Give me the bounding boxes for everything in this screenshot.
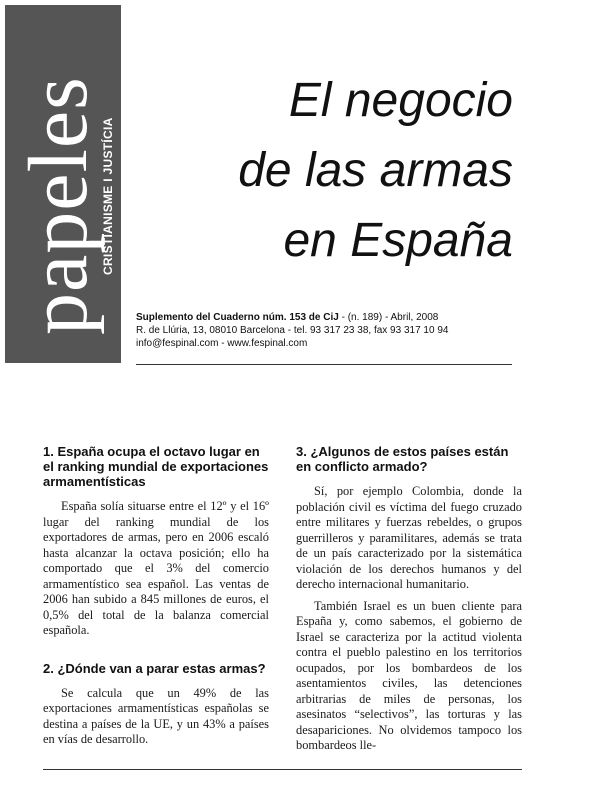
section-3-heading: 3. ¿Algunos de estos países están en conflicto armado?: [296, 444, 509, 474]
supplement-label: Suplemento del Cuaderno núm. 153 de CiJ: [136, 312, 339, 323]
document-title: [238, 66, 513, 276]
title-line-1: El negocio: [288, 74, 513, 127]
section-2-paragraph: Se calcula que un 49% de las exportaciones armamentísticas españolas se destina a países de la UE, y un 43% a países en vías de desarrollo.: [43, 685, 269, 746]
title-line-2: de las armas: [238, 144, 513, 197]
header-divider: [136, 364, 512, 365]
issue-date: - (n. 189) - Abril, 2008: [338, 312, 439, 323]
masthead-panel: [5, 5, 121, 363]
masthead-word: papeles: [12, 76, 105, 335]
masthead-logo: [5, 5, 121, 363]
section-3-paragraph-1: Sí, por ejemplo Colombia, donde la población civil es víctima del fuego cruzado entre militares y fuerzas rebeldes, o grupos guerrilleros y paramilitares, además se trata de un país caracterizado por la sistemática violación de los derechos humanos y del derecho internacional humanitario.: [296, 484, 522, 591]
section-1-heading: 1. España ocupa el octavo lugar en el ranking mundial de exportaciones armamentísticas: [43, 444, 269, 489]
masthead-subtitle: CRISTIANISME I JUSTÍCIA: [101, 117, 115, 275]
footer-divider: [43, 769, 522, 770]
column-left: [43, 444, 269, 748]
title-line-3: en España: [283, 214, 513, 267]
section-2: [43, 661, 269, 748]
pubinfo-line-1: [136, 311, 516, 324]
section-2-heading: 2. ¿Dónde van a parar estas armas?: [43, 660, 266, 676]
publication-info: [136, 311, 516, 350]
section-1-paragraph: España solía situarse entre el 12º y el 16º lugar del ranking mundial de los exportadores de armas, pero en 2006 escaló hasta alcanzar la octava posición; ello ha comportado que el 3% del comercio armamentístico sea español. Las ventas de 2006 han subido a 845 millones de euros, el 0,5% del total de la balanza comercial española.: [43, 499, 269, 637]
column-right: [296, 444, 522, 754]
section-3: [296, 444, 522, 754]
pubinfo-contact: info@fespinal.com - www.fespinal.com: [136, 338, 308, 349]
section-3-paragraph-2: También Israel es un buen cliente para España y, como sabemos, el gobierno de Israel se caracteriza por la actitud violenta contra el pueblo palestino en los territorios ocupados, por los bombardeos de los asentamientos civiles, las detenciones arbitrarias de miles de personas, los asesinatos “selectivos”, las torturas y las desapariciones. No olvidemos tampoco los bombardeos lle-: [296, 598, 522, 752]
pubinfo-address: R. de Llúria, 13, 08010 Barcelona - tel. 93 317 23 38, fax 93 317 10 94: [136, 325, 449, 336]
section-1: [43, 444, 269, 639]
